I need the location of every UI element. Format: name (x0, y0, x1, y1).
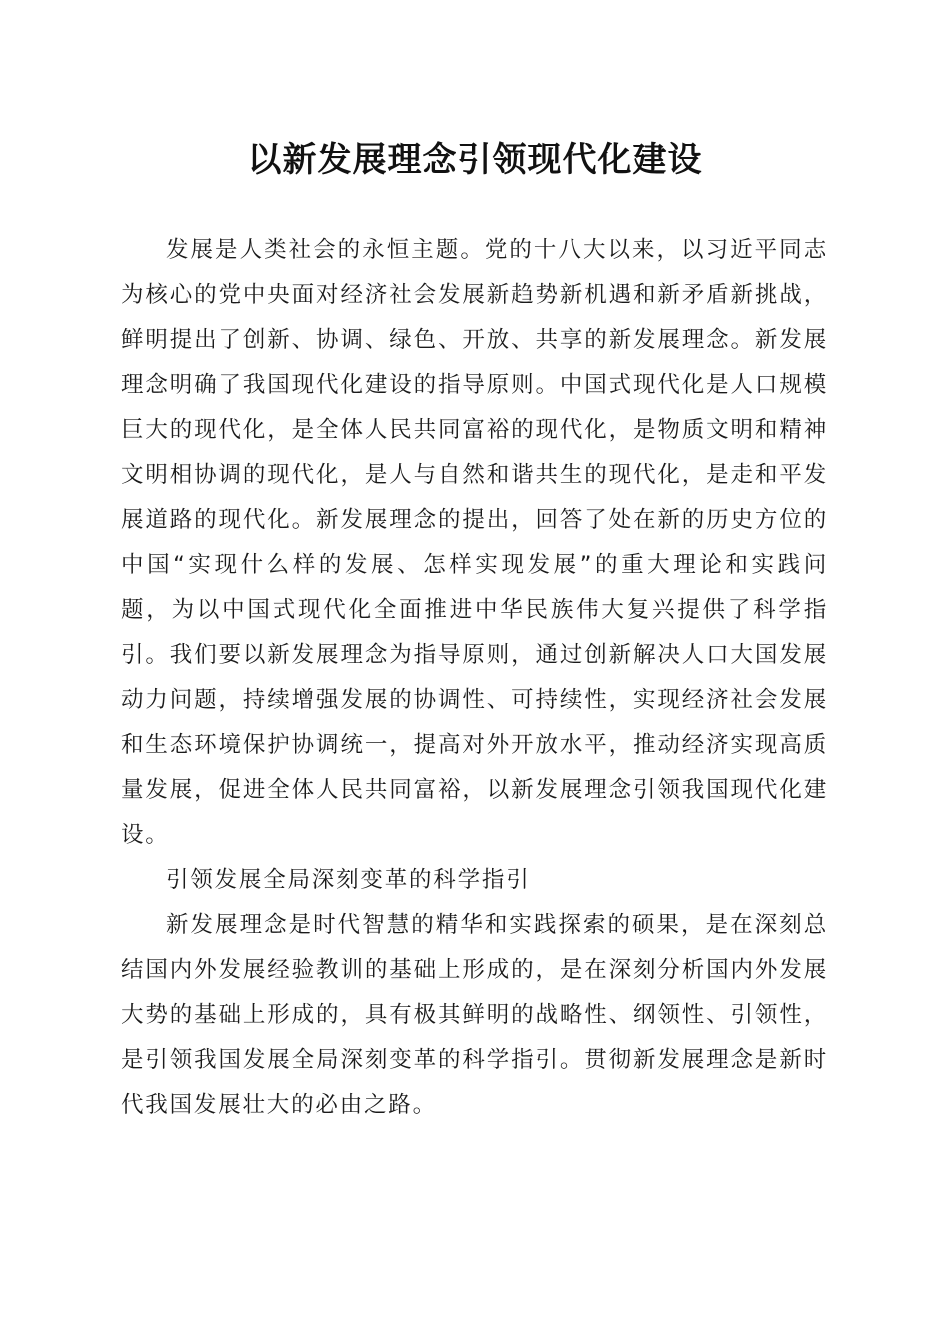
document-title: 以新发展理念引领现代化建设 (247, 140, 703, 180)
document-body (121, 228, 828, 1128)
paragraph-intro: 发展是人类社会的永恒主题。党的十八大以来，以习近平同志为核心的党中央面对经济社会发展新趋势新机遇和新矛盾新挑战，鲜明提出了创新、协调、绿色、开放、共享的新发展理念。新发展理念明确了我国现代化建设的指导原则。中国式现代化是人口规模巨大的现代化，是全体人民共同富裕的现代化，是物质文明和精神文明相协调的现代化，是人与自然和谐共生的现代化，是走和平发展道路的现代化。新发展理念的提出，回答了处在新的历史方位的中国“实现什么样的发展、怎样实现发展”的重大理论和实践问题，为以中国式现代化全面推进中华民族伟大复兴提供了科学指引。我们要以新发展理念为指导原则，通过创新解决人口大国发展动力问题，持续增强发展的协调性、可持续性，实现经济社会发展和生态环境保护协调统一，提高对外开放水平，推动经济实现高质量发展，促进全体人民共同富裕，以新发展理念引领我国现代化建设。 (121, 237, 828, 848)
paragraph-section-1: 新发展理念是时代智慧的精华和实践探索的硕果，是在深刻总结国内外发展经验教训的基础上形成的，是在深刻分析国内外发展大势的基础上形成的，具有极其鲜明的战略性、纲领性、引领性，是引领我国发展全局深刻变革的科学指引。贯彻新发展理念是新时代我国发展壮大的必由之路。 (121, 912, 828, 1118)
section-heading: 引领发展全局深刻变革的科学指引 (166, 867, 531, 893)
